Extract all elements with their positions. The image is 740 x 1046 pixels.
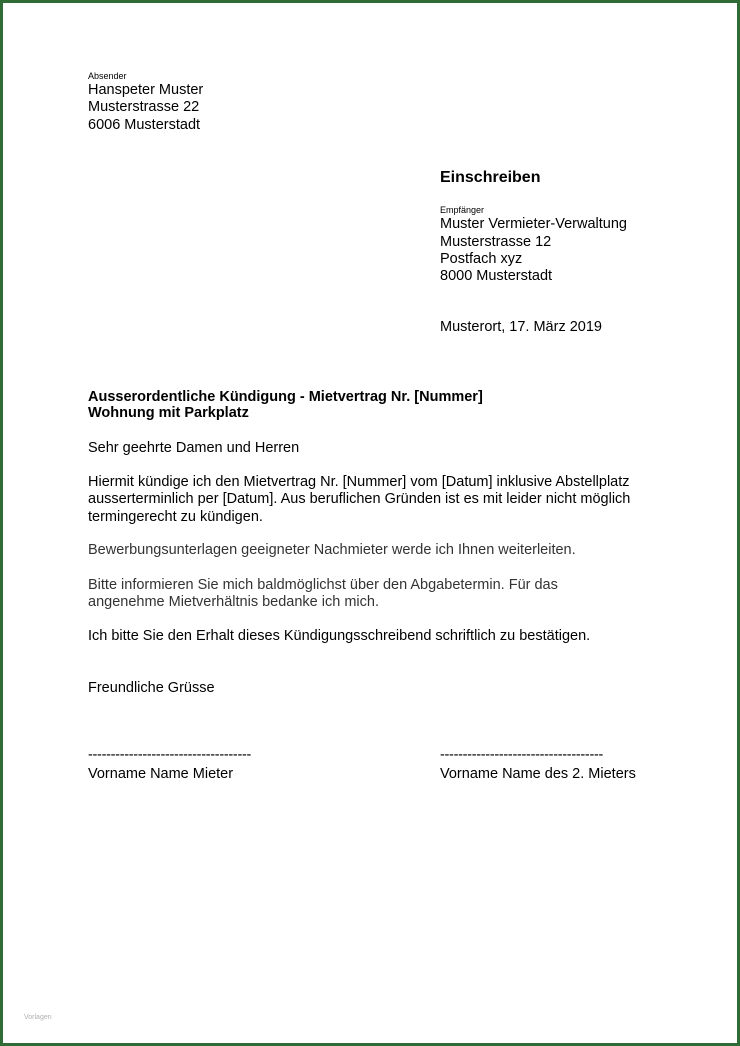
signature-line-left: ------------------------------------ — [88, 747, 252, 763]
recipient-name: Muster Vermieter-Verwaltung — [440, 216, 627, 232]
salutation: Sehr geehrte Damen und Herren — [88, 440, 300, 456]
closing: Freundliche Grüsse — [88, 680, 215, 696]
recipient-street: Musterstrasse 12 — [440, 234, 552, 250]
paragraph-2: Bewerbungsunterlagen geeigneter Nachmieter werde ich Ihnen weiterleiten. — [88, 542, 576, 558]
subject-line-2: Wohnung mit Parkplatz — [88, 405, 249, 421]
paragraph-3-line-2: angenehme Mietverhältnis bedanke ich mich. — [88, 594, 379, 610]
sender-city: 6006 Musterstadt — [88, 117, 201, 133]
sender-street: Musterstrasse 22 — [88, 99, 200, 115]
paragraph-1-line-2: ausserterminlich per [Datum]. Aus beruflichen Gründen ist es mit leider nicht möglich — [88, 491, 631, 507]
paragraph-4: Ich bitte Sie den Erhalt dieses Kündigungsschreibend schriftlich zu bestätigen. — [88, 628, 591, 644]
paragraph-1-line-1: Hiermit kündige ich den Mietvertrag Nr. [Nummer] vom [Datum] inklusive Abstellplatz — [88, 474, 630, 490]
signature-name-left: Vorname Name Mieter — [88, 766, 234, 782]
recipient-city: 8000 Musterstadt — [440, 268, 553, 284]
subject-line-1: Ausserordentliche Kündigung - Mietvertrag Nr. [Nummer] — [88, 389, 483, 405]
recipient-label: Empfänger — [440, 205, 485, 215]
date-line: Musterort, 17. März 2019 — [440, 319, 602, 335]
sender-name: Hanspeter Muster — [88, 82, 204, 98]
delivery-type-heading: Einschreiben — [440, 169, 541, 186]
signature-line-right: ------------------------------------ — [440, 747, 604, 763]
watermark: Vorlagen — [24, 1014, 52, 1021]
sender-label: Absender — [88, 71, 127, 81]
paragraph-1-line-3: termingerecht zu kündigen. — [88, 509, 263, 525]
signature-name-right: Vorname Name des 2. Mieters — [440, 766, 636, 782]
paragraph-3-line-1: Bitte informieren Sie mich baldmöglichst über den Abgabetermin. Für das — [88, 577, 558, 593]
recipient-po-box: Postfach xyz — [440, 251, 523, 267]
